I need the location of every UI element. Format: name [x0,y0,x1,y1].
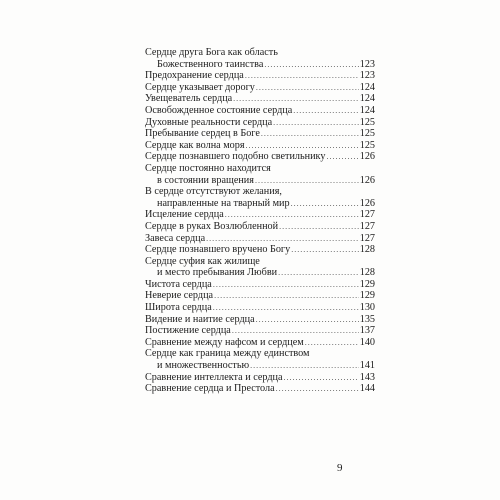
toc-entry-page: 125 [359,116,375,128]
toc-entry-line [145,244,375,256]
toc-entry-page: 129 [359,290,375,302]
toc-entry-line [145,290,375,302]
toc-entry-title: Сердце друга Бога как область [145,47,278,58]
toc-entry-title: Сердце как граница между единством [145,348,310,360]
toc-entry-page: 126 [359,174,375,186]
toc-entry-page: 130 [359,302,375,314]
toc-entry-line [145,59,375,71]
toc-entry-title: и множественностью [157,360,250,372]
toc-entry-title: Видение и наитие сердца [145,313,255,325]
toc-entry-page: 126 [359,197,375,209]
toc-entry-page: 128 [359,267,375,279]
toc-entry [145,128,375,140]
toc-entry [145,372,375,384]
toc-entry [145,186,375,209]
toc-entry-line [145,348,375,360]
dot-leader [293,105,358,117]
toc-entry-title: Сердце указывает дорогу [145,81,255,93]
toc-entry-page: 127 [359,220,375,232]
dot-leader [256,314,359,326]
toc-entry-line [145,70,375,82]
toc-entry-line [145,383,375,395]
toc-entry-page: 141 [359,360,375,372]
toc-entry-page: 127 [359,232,375,244]
toc-entry [145,209,375,221]
dot-leader [214,290,359,302]
toc-entry-line [145,175,375,187]
toc-entry-line [145,267,375,279]
dot-leader [213,279,359,291]
toc-entry [145,117,375,129]
toc-entry-title: Сравнение сердца и Престола [145,383,275,395]
toc-entry-line [145,105,375,117]
toc-entry-line [145,372,375,384]
dot-leader [233,93,359,105]
toc-entry-page: 124 [359,93,375,105]
toc-entry-title: Освобожденное состояние сердца [145,104,293,116]
toc-entry-page: 126 [359,151,375,163]
toc-entry-page: 125 [359,128,375,140]
toc-entry-title: Сердце как волна моря [145,139,245,151]
toc-entry-title: Широта сердца [145,302,212,314]
toc-entry-page: 137 [359,325,375,337]
toc-entry-page: 144 [359,383,375,395]
toc-entry-title: Увещеватель сердца [145,93,233,105]
toc-entry [145,151,375,163]
toc-entry-title: Исцеление сердца [145,209,224,221]
toc-entry [145,348,375,371]
toc-entry-title: Сердце познавшего вручено Богу [145,244,291,256]
dot-leader [273,117,359,129]
dot-leader [255,175,359,187]
toc-entry-title: в состоянии вращения [157,174,254,186]
toc-entry-title: Сравнение интеллекта и сердца [145,371,283,383]
toc-entry-title: Постижение сердца [145,325,231,337]
toc-entry [145,279,375,291]
dot-leader [279,221,359,233]
toc-entry [145,163,375,186]
toc-entry-line [145,140,375,152]
toc-entry-line [145,256,375,268]
toc-entry-page: 128 [359,244,375,256]
toc-entry-page: 143 [359,371,375,383]
toc-entry-title: Сердце суфия как жилище [145,255,260,267]
toc-entry-line [145,360,375,372]
toc-entry-title: Божественного таинства [157,58,264,70]
toc-entry [145,70,375,82]
toc-entry [145,47,375,70]
dot-leader [213,302,359,314]
toc-entry [145,221,375,233]
toc-entry [145,290,375,302]
toc-entry [145,383,375,395]
toc-entry-line [145,314,375,326]
toc-entry [145,302,375,314]
toc-entry [145,244,375,256]
toc-entry-title: Сердце познавшего подобно светильнику [145,151,326,163]
toc-entry-title: Духовные реальности сердца [145,116,273,128]
toc-entry-line [145,186,375,198]
toc-entry-title: Завеса сердца [145,232,206,244]
toc-entry-line [145,163,375,175]
toc-entry-page: 127 [359,209,375,221]
toc-entry-line [145,117,375,129]
toc-entry-page: 123 [359,58,375,70]
page-number: 9 [337,462,343,474]
toc-entry [145,256,375,279]
toc-entry-title: направленные на тварный мир [157,197,290,209]
table-of-contents [145,47,375,395]
toc-entry-line [145,209,375,221]
dot-leader [261,128,359,140]
toc-entry [145,82,375,94]
toc-entry [145,233,375,245]
toc-entry-page: 140 [359,336,375,348]
toc-entry-line [145,93,375,105]
toc-entry [145,314,375,326]
toc-entry-page: 124 [359,81,375,93]
toc-entry-page: 129 [359,278,375,290]
dot-leader [206,233,359,245]
dot-leader [245,70,359,82]
toc-entry-page: 124 [359,104,375,116]
toc-entry [145,140,375,152]
dot-leader [326,151,358,163]
toc-entry-title: Сравнение между нафсом и сердцем [145,336,304,348]
dot-leader [225,209,359,221]
dot-leader [256,82,359,94]
toc-entry-page: 123 [359,70,375,82]
toc-entry-title: Чистота сердца [145,278,212,290]
toc-entry-line [145,302,375,314]
toc-entry [145,105,375,117]
dot-leader [278,267,359,279]
toc-entry-title: Неверие сердца [145,290,214,302]
toc-entry-line [145,151,375,163]
dot-leader [291,244,359,256]
dot-leader [305,337,359,349]
toc-entry [145,93,375,105]
dot-leader [232,325,359,337]
toc-entry-line [145,233,375,245]
toc-entry-title: Предохранение сердца [145,70,244,82]
toc-entry-line [145,82,375,94]
dot-leader [283,372,358,384]
toc-entry-line [145,198,375,210]
toc-entry-title: Сердце в руках Возлюбленной [145,220,279,232]
toc-entry [145,325,375,337]
toc-entry-line [145,337,375,349]
toc-entry-title: В сердце отсутствуют желания, [145,186,282,198]
dot-leader [250,360,359,372]
toc-entry-line [145,325,375,337]
toc-entry-title: Пребывание сердец в Боге [145,128,260,140]
dot-leader [276,383,359,395]
toc-entry-line [145,279,375,291]
toc-entry-page: 135 [359,313,375,325]
toc-entry-page: 125 [359,139,375,151]
toc-entry-title: и место пребывания Любви [157,267,278,279]
toc-entry-line [145,221,375,233]
toc-entry-line [145,47,375,59]
toc-entry [145,337,375,349]
dot-leader [291,198,359,210]
dot-leader [264,59,358,71]
toc-entry-title: Сердце постоянно находится [145,162,271,174]
dot-leader [246,140,359,152]
toc-entry-line [145,128,375,140]
